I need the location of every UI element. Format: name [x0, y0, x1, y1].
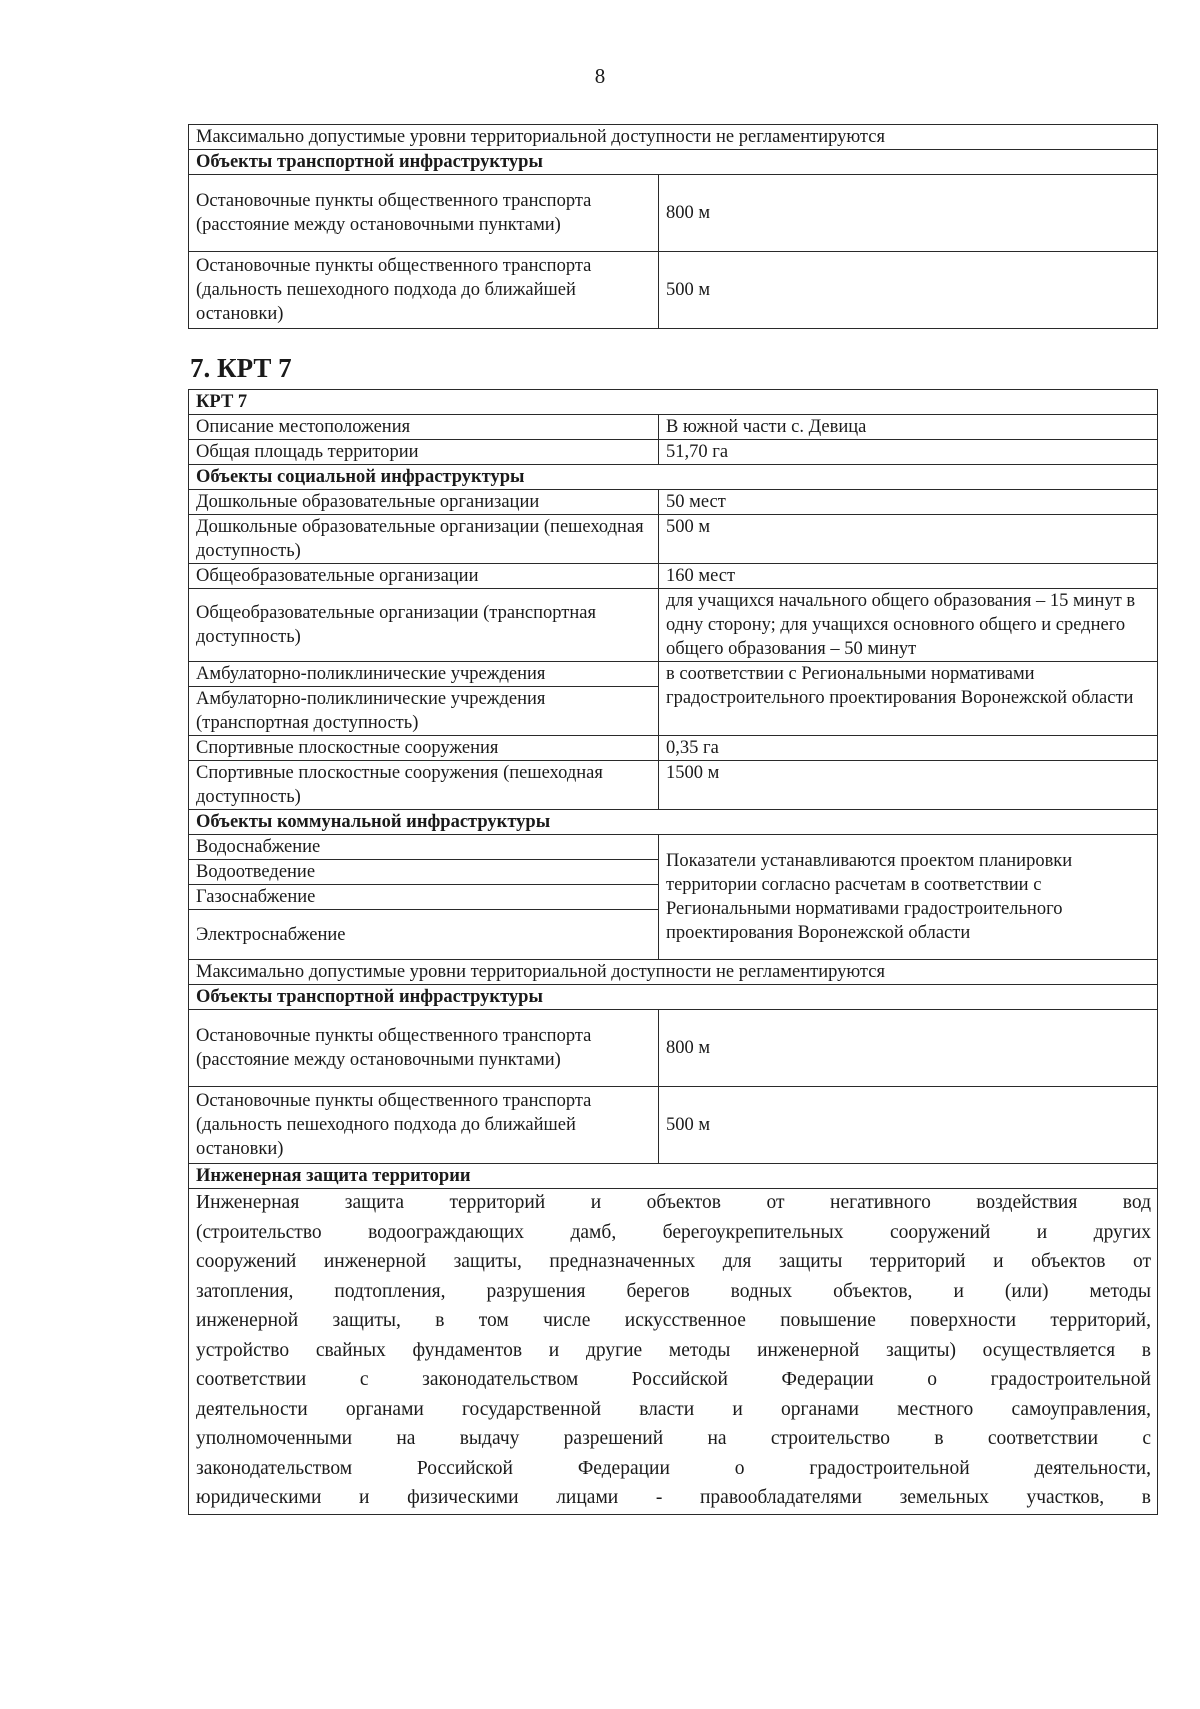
school-value: 160 мест	[659, 564, 1158, 589]
clinic-label: Амбулаторно-поликлинические учреждения	[189, 662, 659, 687]
transport-table-continued	[188, 124, 1158, 329]
table-row	[189, 1087, 1158, 1164]
krt7-table	[188, 389, 1158, 1515]
preschool-walk-value: 500 м	[659, 515, 1158, 564]
engineering-header: Инженерная защита территории	[189, 1164, 1158, 1189]
table-row	[189, 810, 1158, 835]
school-label: Общеобразовательные организации	[189, 564, 659, 589]
table-row	[189, 736, 1158, 761]
stop-walk-value: 500 м	[659, 1087, 1158, 1164]
sport-walk-value: 1500 м	[659, 761, 1158, 810]
preschool-walk-label: Дошкольные образовательные организации (пешеходная доступность)	[189, 515, 659, 564]
clinic-transport-label: Амбулаторно-поликлинические учреждения (транспортная доступность)	[189, 687, 659, 736]
preschool-label: Дошкольные образовательные организации	[189, 490, 659, 515]
table-row	[189, 252, 1158, 329]
table-row	[189, 125, 1158, 150]
stop-distance-label: Остановочные пункты общественного транспорта (расстояние между остановочными пунктами)	[189, 1010, 659, 1087]
stop-distance-value: 800 м	[659, 175, 1158, 252]
engineering-line: законодательством Российской Федерации о градостроительной деятельности,	[196, 1457, 1151, 1479]
transport-header: Объекты транспортной инфраструктуры	[189, 150, 1158, 175]
table-row	[189, 835, 1158, 860]
table-row	[189, 1189, 1158, 1515]
sport-value: 0,35 га	[659, 736, 1158, 761]
preschool-value: 50 мест	[659, 490, 1158, 515]
section-title: 7. КРТ 7	[190, 353, 292, 383]
engineering-line: уполномоченными на выдачу разрешений на строительство в соответствии с	[196, 1428, 1151, 1449]
engineering-line: сооружений инженерной защиты, предназначенных для защиты территорий и объектов от	[196, 1251, 1151, 1272]
location-label: Описание местоположения	[189, 415, 659, 440]
engineering-line: (строительство водоограждающих дамб, берегоукрепительных сооружений и других	[196, 1221, 1151, 1243]
engineering-line: соответствии с законодательством Российской Федерации о градостроительной	[196, 1369, 1151, 1390]
area-value: 51,70 га	[659, 440, 1158, 465]
table-row	[189, 490, 1158, 515]
transport-header: Объекты транспортной инфраструктуры	[189, 985, 1158, 1010]
engineering-line: Инженерная защита территорий и объектов от негативного воздействия вод	[196, 1192, 1151, 1213]
area-label: Общая площадь территории	[189, 440, 659, 465]
clinic-value: в соответствии с Региональными нормативами градостроительного проектирования Воронежской области	[659, 662, 1158, 736]
table-row	[189, 589, 1158, 662]
social-header: Объекты социальной инфраструктуры	[189, 465, 1158, 490]
water-disposal-label: Водоотведение	[189, 860, 659, 885]
table-row	[189, 985, 1158, 1010]
table-row	[189, 1010, 1158, 1087]
stop-distance-label: Остановочные пункты общественного транспорта (расстояние между остановочными пунктами)	[189, 175, 659, 252]
engineering-line: устройство свайных фундаментов и другие методы инженерной защиты) осуществляется в	[196, 1339, 1151, 1361]
table-row	[189, 662, 1158, 687]
note-row: Максимально допустимые уровни территориальной доступности не регламентируются	[189, 125, 1158, 150]
school-transport-label: Общеобразовательные организации (транспортная доступность)	[189, 589, 659, 662]
communal-header: Объекты коммунальной инфраструктуры	[189, 810, 1158, 835]
table-row	[189, 175, 1158, 252]
gas-supply-label: Газоснабжение	[189, 885, 659, 910]
engineering-line: затопления, подтопления, разрушения берегов водных объектов, и (или) методы	[196, 1280, 1151, 1302]
engineering-text	[189, 1189, 1158, 1515]
sport-label: Спортивные плоскостные сооружения	[189, 736, 659, 761]
engineering-line: инженерной защиты, в том числе искусственное повышение поверхности территорий,	[196, 1310, 1151, 1331]
sport-walk-label: Спортивные плоскостные сооружения (пешеходная доступность)	[189, 761, 659, 810]
note-row: Максимально допустимые уровни территориальной доступности не регламентируются	[189, 960, 1158, 985]
table-row	[189, 465, 1158, 490]
table-row	[189, 440, 1158, 465]
table-header: КРТ 7	[189, 390, 1158, 415]
stop-walk-label: Остановочные пункты общественного транспорта (дальность пешеходного подхода до ближайшей остановки)	[189, 252, 659, 329]
table-row	[189, 415, 1158, 440]
engineering-line: юридическими и физическими лицами - правообладателями земельных участков, в	[196, 1487, 1151, 1508]
page-number: 8	[594, 64, 606, 88]
school-transport-value: для учащихся начального общего образования – 15 минут в одну сторону; для учащихся основного общего и среднего общего образования – 50 минут	[659, 589, 1158, 662]
stop-walk-value: 500 м	[659, 252, 1158, 329]
table-row	[189, 761, 1158, 810]
stop-distance-value: 800 м	[659, 1010, 1158, 1087]
table-row	[189, 1164, 1158, 1189]
table-row	[189, 960, 1158, 985]
table-row	[189, 564, 1158, 589]
stop-walk-label: Остановочные пункты общественного транспорта (дальность пешеходного подхода до ближайшей остановки)	[189, 1087, 659, 1164]
table-row	[189, 515, 1158, 564]
location-value: В южной части с. Девица	[659, 415, 1158, 440]
communal-value: Показатели устанавливаются проектом планировки территории согласно расчетам в соответствии с Региональными нормативами градостроительного проектирования Воронежской области	[659, 835, 1158, 960]
power-supply-label: Электроснабжение	[189, 910, 659, 960]
engineering-line: деятельности органами государственной власти и органами местного самоуправления,	[196, 1398, 1151, 1420]
table-row	[189, 150, 1158, 175]
table-row	[189, 390, 1158, 415]
water-supply-label: Водоснабжение	[189, 835, 659, 860]
